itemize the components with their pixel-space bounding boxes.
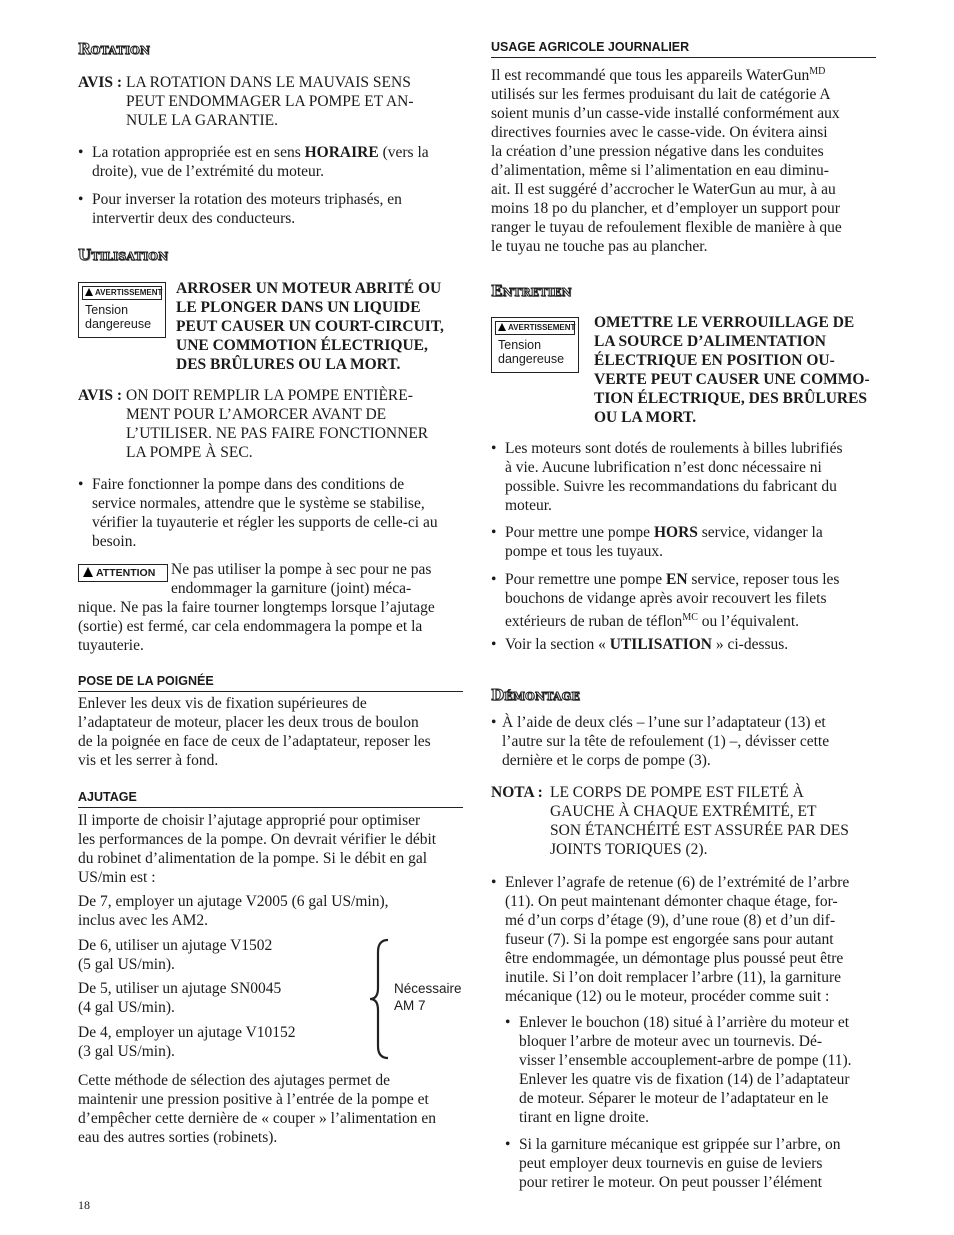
attention-label: ATTENTION — [78, 564, 168, 582]
nota-label: NOTA : — [491, 784, 543, 801]
text-line: ait. Il est suggéré d’accrocher le WaterGun au mur, à au — [491, 181, 836, 199]
text-line: de moteur. Séparer le moteur de l’adaptateur en le — [519, 1090, 829, 1107]
attention-text — [171, 560, 466, 598]
text-line: service normales, attendre que le système se stabilise, — [92, 495, 425, 512]
text-line: utilisés sur les fermes produisant du lait de catégorie A — [491, 86, 831, 104]
text-line: l’adaptateur de moteur, placer les deux trous de boulon — [78, 714, 419, 731]
text-line: extérieurs de ruban de téflon$^{MC}$ ou l’équivalent. — [505, 612, 800, 631]
text-line: De 6, utiliser un ajutage V1502 — [78, 937, 273, 954]
bullet-dot: • — [491, 440, 497, 457]
text-line: nique. Ne pas la faire tourner longtemps lorsque l’ajutage — [78, 599, 435, 616]
text-line: AM 7 — [394, 998, 426, 1013]
bullet-dot: • — [505, 1014, 511, 1031]
text-line: Pour mettre une pompe HORS service, vidanger la — [505, 524, 823, 541]
text-line: Il est recommandé que tous les appareils WaterGun$^{MD}$ — [491, 66, 826, 85]
avis-label: AVIS : — [78, 387, 123, 404]
text-line: TION ÉLECTRIQUE, DES BRÛLURES — [594, 390, 868, 407]
nota-note — [491, 783, 876, 863]
text-line: de la poignée en face de ceux de l’adaptateur, reposer les — [78, 733, 431, 750]
text-line: Pour inverser la rotation des moteurs triphasés, en — [92, 191, 402, 208]
text-line: les performances de la pompe. On devrait vérifier le débit — [78, 831, 437, 848]
text-line: Enlever les quatre vis de fixation (14) de l’adaptateur — [519, 1071, 850, 1088]
utilisation-bullet-1 — [78, 475, 477, 551]
text-line: LE CORPS DE POMPE EST FILETÉ À — [550, 784, 804, 801]
section-heading-utilisation: Utilisation — [78, 246, 169, 264]
rotation-bullet-1 — [78, 143, 472, 181]
avis-text — [126, 386, 428, 462]
warning-triangle-icon — [498, 323, 506, 331]
warning-triangle-icon — [83, 567, 93, 577]
text-line: (sortie) est fermé, car cela endommagera la pompe et la — [78, 618, 423, 635]
text-line: Ne pas utiliser la pompe à sec pour ne pas — [171, 561, 432, 578]
text-line: Il importe de choisir l’ajutage approprié pour optimiser — [78, 812, 421, 829]
text-line: du robinet d’alimentation de la pompe. Si le débit en gal — [78, 850, 428, 867]
text-line: mé d’un corps d’étage (9), d’une roue (8) et d’un dif- — [505, 912, 836, 929]
text-line: ranger le tuyau de refoulement flexible de manière à que — [491, 219, 842, 237]
text-line: GAUCHE À CHAQUE EXTRÉMITÉ, ET — [550, 803, 817, 820]
text-line: besoin. — [92, 533, 137, 550]
text-line: Faire fonctionner la pompe dans des conditions de — [92, 476, 405, 493]
text-line: peut employer deux tournevis en guise de leviers — [519, 1155, 823, 1172]
text-line: Enlever le bouchon (18) situé à l’arrière du moteur et — [519, 1014, 850, 1031]
text-line: US/min est : — [78, 869, 156, 886]
warning-label-box — [491, 317, 579, 373]
bullet-dot: • — [78, 191, 84, 208]
text-line: LA POMPE À SEC. — [126, 444, 253, 461]
text-line: (3 gal US/min). — [78, 1043, 175, 1060]
warning-triangle-icon — [85, 288, 93, 296]
text-line: la création d’une pression négative dans les conduites — [491, 143, 824, 161]
entretien-bullet-4 — [491, 635, 890, 654]
entretien-bullet-2 — [491, 523, 890, 561]
avis-label: AVIS : — [78, 74, 123, 91]
avis-rotation — [78, 73, 463, 133]
text-line: Si la garniture mécanique est grippée sur l’arbre, on — [519, 1136, 841, 1153]
necessaire-note — [394, 980, 474, 1014]
bullet-dot: • — [491, 524, 497, 541]
text-line: pompe et tous les tuyaux. — [505, 543, 663, 560]
text-line: eau des autres sorties (robinets). — [78, 1129, 278, 1146]
ajutage-option-6 — [78, 936, 378, 974]
text-line: Les moteurs sont dotés de roulements à billes lubrifiés — [505, 440, 843, 457]
ajutage-option-7 — [78, 892, 466, 930]
bullet-dot: • — [78, 144, 84, 161]
text-line: (11). On peut maintenant démonter chaque étage, for- — [505, 893, 838, 910]
bullet-dot: • — [491, 636, 497, 653]
warning-tag: AVERTISSEMENT — [495, 321, 575, 335]
text-line: Pour remettre une pompe EN service, reposer tous les — [505, 571, 840, 588]
text-line: bloquer l’arbre de moteur avec un tournevis. Dé- — [519, 1033, 822, 1050]
text-line: à vie. Aucune lubrification n’est donc nécessaire ni — [505, 459, 822, 476]
text-line: mécanique (12) ou le moteur, procéder comme suit : — [505, 988, 830, 1005]
entretien-bullet-1 — [491, 439, 890, 515]
bullet-dot: • — [78, 476, 84, 493]
text-line: dernière et le corps de pompe (3). — [502, 752, 711, 769]
section-heading-rotation: Rotation — [78, 40, 151, 58]
bullet-dot: • — [491, 714, 497, 731]
method-paragraph — [78, 1071, 466, 1147]
text-line: l’autre sur la tête de refoulement (1) –, dévisser cette — [502, 733, 830, 750]
text-line: d’alimentation, même si l’alimentation en eau diminu- — [491, 162, 829, 180]
text-line: droite), vue de l’extrémité du moteur. — [92, 163, 324, 180]
text-line: (4 gal US/min). — [78, 999, 175, 1016]
entretien-bullet-3 — [491, 570, 890, 631]
ajutage-option-5 — [78, 979, 378, 1017]
section-heading-entretien: Entretien — [491, 282, 572, 300]
rotation-bullet-2 — [78, 190, 472, 228]
text-line: De 4, employer un ajutage V10152 — [78, 1024, 296, 1041]
bullet-dot: • — [491, 874, 497, 891]
warning-label-box — [78, 282, 166, 338]
text-line: vérifier la tuyauterie et régler les supports de celle-ci au — [92, 514, 438, 531]
text-line: endommager la garniture (joint) méca- — [171, 580, 412, 597]
subheading-usage-agricole: USAGE AGRICOLE JOURNALIER — [491, 40, 876, 58]
warning-hazard-text: Tension dangereuse — [498, 338, 565, 366]
text-line: directives fournies avec le casse-vide. On évitera ainsi — [491, 124, 828, 142]
usage-paragraph — [491, 62, 881, 256]
text-line: MENT POUR L’AMORCER AVANT DE — [126, 406, 387, 423]
text-line: Voir la section « UTILISATION » ci-dessus. — [505, 636, 789, 653]
avis-text — [126, 73, 414, 130]
text-line: Enlever l’agrafe de retenue (6) de l’extrémité de l’arbre — [505, 874, 850, 891]
text-line: VERTE PEUT CAUSER UNE COMMO- — [594, 371, 870, 388]
subheading-pose-poignee: POSE DE LA POIGNÉE — [78, 674, 463, 692]
text-line: maintenir une pression positive à l’entrée de la pompe et — [78, 1091, 429, 1108]
text-line: ARROSER UN MOTEUR ABRITÉ OU — [176, 280, 442, 297]
text-line: Cette méthode de sélection des ajutages permet de — [78, 1072, 391, 1089]
nota-text — [550, 783, 849, 859]
text-line: être endommagée, un démontage plus poussé peut être — [505, 950, 844, 967]
text-line: visser l’ensemble accouplement-arbre de pompe (11). — [519, 1052, 852, 1069]
text-line: L’UTILISER. NE PAS FAIRE FONCTIONNER — [126, 425, 429, 442]
text-line: fuseur (7). Si la pompe est engorgée sans pour autant — [505, 931, 834, 948]
text-line: Nécessaire — [394, 981, 462, 996]
text-line: À l’aide de deux clés – l’une sur l’adaptateur (13) et — [502, 714, 826, 731]
warning-hazard-text: Tension dangereuse — [85, 303, 152, 331]
text-line: De 7, employer un ajutage V2005 (6 gal US/min), — [78, 893, 389, 910]
text-line: PEUT CAUSER UN COURT-CIRCUIT, — [176, 318, 444, 335]
text-line: ÉLECTRIQUE EN POSITION OU- — [594, 352, 835, 369]
bullet-dot: • — [491, 571, 497, 588]
demontage-bullet-1 — [491, 713, 887, 770]
text-line: tuyauterie. — [78, 637, 144, 654]
text-line: LA ROTATION DANS LE MAUVAIS SENS — [126, 74, 411, 91]
text-line: possible. Suivre les recommandations du fabricant du — [505, 478, 837, 495]
text-line: De 5, utiliser un ajutage SN0045 — [78, 980, 282, 997]
ajutage-paragraph — [78, 811, 466, 887]
text-line: (5 gal US/min). — [78, 956, 175, 973]
attention-text-continued — [78, 598, 466, 655]
text-line: Enlever les deux vis de fixation supérieures de — [78, 695, 367, 712]
text-line: moins 18 po du plancher, et d’employer un support pour — [491, 200, 840, 218]
demontage-subbullet-1 — [505, 1013, 890, 1127]
text-line: NULE LA GARANTIE. — [126, 112, 278, 129]
warning-tag: AVERTISSEMENT — [82, 286, 162, 300]
text-line: DES BRÛLURES OU LA MORT. — [176, 356, 401, 373]
utilisation-warning-text — [176, 279, 466, 374]
text-line: tirant en ligne droite. — [519, 1109, 649, 1126]
text-line: inutile. Si l’on doit remplacer l’arbre (11), la garniture — [505, 969, 841, 986]
text-line: soient munis d’un casse-vide installé conformément aux — [491, 105, 840, 123]
ajutage-option-4 — [78, 1023, 378, 1061]
subheading-ajutage: AJUTAGE — [78, 790, 463, 808]
text-line: LE PLONGER DANS UN LIQUIDE — [176, 299, 421, 316]
pose-paragraph — [78, 694, 466, 770]
page-number: 18 — [78, 1198, 90, 1212]
demontage-bullet-2 — [491, 873, 890, 1006]
text-line: OU LA MORT. — [594, 409, 697, 426]
text-line: OMETTRE LE VERROUILLAGE DE — [594, 314, 855, 331]
text-line: le tuyau ne touche pas au plancher. — [491, 238, 708, 256]
avis-utilisation — [78, 386, 463, 466]
text-line: LA SOURCE D’ALIMENTATION — [594, 333, 826, 350]
text-line: vis et les serrer à fond. — [78, 752, 219, 769]
text-line: ON DOIT REMPLIR LA POMPE ENTIÈRE- — [126, 387, 413, 404]
text-line: d’empêcher cette dernière de « couper » l’alimentation en — [78, 1110, 437, 1127]
text-line: moteur. — [505, 497, 552, 514]
text-line: intervertir deux des conducteurs. — [92, 210, 296, 227]
curly-brace-icon — [366, 938, 396, 1060]
text-line: PEUT ENDOMMAGER LA POMPE ET AN- — [126, 93, 414, 110]
text-line: pour retirer le moteur. On peut pousser l’élément — [519, 1174, 823, 1191]
section-heading-demontage: Démontage — [491, 686, 580, 704]
text-line: SON ÉTANCHÉITÉ EST ASSURÉE PAR DES — [550, 822, 849, 839]
text-line: La rotation appropriée est en sens HORAIRE (vers la — [92, 144, 429, 161]
entretien-warning-text — [594, 313, 879, 427]
text-line: UNE COMMOTION ÉLECTRIQUE, — [176, 337, 428, 354]
text-line: inclus avec les AM2. — [78, 912, 209, 929]
demontage-subbullet-2 — [505, 1135, 890, 1192]
text-line: JOINTS TORIQUES (2). — [550, 841, 708, 858]
text-line: bouchons de vidange après avoir recouvert les filets — [505, 590, 827, 607]
bullet-dot: • — [505, 1136, 511, 1153]
